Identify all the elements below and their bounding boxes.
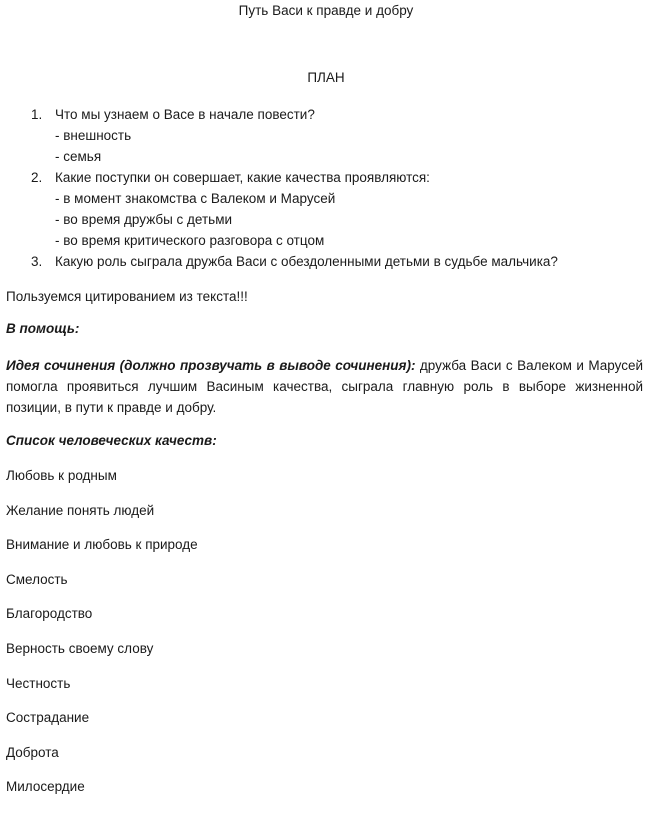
plan-item-number: 2. — [31, 170, 43, 185]
quality-item: Внимание и любовь к природе — [6, 537, 198, 553]
qualities-heading: Список человеческих качеств: — [6, 433, 217, 448]
essay-idea-lead: Идея сочинения (должно прозвучать в выводе сочинения): — [6, 358, 416, 373]
plan-item — [0, 251, 652, 272]
plan-item — [0, 104, 652, 167]
quality-item: Верность своему слову — [6, 640, 154, 656]
document-title: Путь Васи к правде и добру — [238, 3, 414, 18]
quality-item: Любовь к родным — [6, 468, 117, 483]
quality-item: Милосердие — [6, 779, 85, 795]
plan-subitem: - во время дружбы с детьми — [55, 212, 233, 227]
plan-item-number: 3. — [31, 254, 43, 269]
quality-item: Честность — [6, 675, 71, 691]
qualities-list — [6, 467, 198, 813]
plan-item — [0, 167, 652, 251]
quality-item: Желание понять людей — [6, 502, 155, 518]
citation-note: Пользуемся цитированием из текста!!! — [6, 289, 248, 304]
plan-list — [0, 104, 652, 272]
plan-subitem: - во время критического разговора с отцом — [55, 233, 325, 248]
plan-item-text: Что мы узнаем о Васе в начале повести? — [55, 107, 315, 122]
quality-item: Смелость — [6, 571, 68, 587]
plan-heading: ПЛАН — [307, 70, 345, 85]
plan-subitem: - семья — [55, 149, 102, 164]
quality-item: Благородство — [6, 606, 93, 622]
plan-item-text: Какие поступки он совершает, какие качества проявляются: — [55, 170, 430, 185]
plan-item-text: Какую роль сыграла дружба Васи с обездоленными детьми в судьбе мальчика? — [55, 254, 558, 269]
essay-idea-text: дружба Васи с Валеком и Марусей помогла проявиться лучшим Васиным качества, сыграла главную роль в выборе жизненной позиции, в пути к правде и добру. — [6, 358, 643, 415]
plan-item-number: 1. — [31, 107, 43, 122]
plan-subitem: - в момент знакомства с Валеком и Марусей — [55, 191, 336, 206]
help-heading: В помощь: — [6, 321, 80, 336]
quality-item: Доброта — [6, 744, 59, 760]
essay-idea-paragraph — [6, 355, 643, 418]
plan-subitem: - внешность — [55, 128, 132, 143]
quality-item: Сострадание — [6, 710, 90, 726]
